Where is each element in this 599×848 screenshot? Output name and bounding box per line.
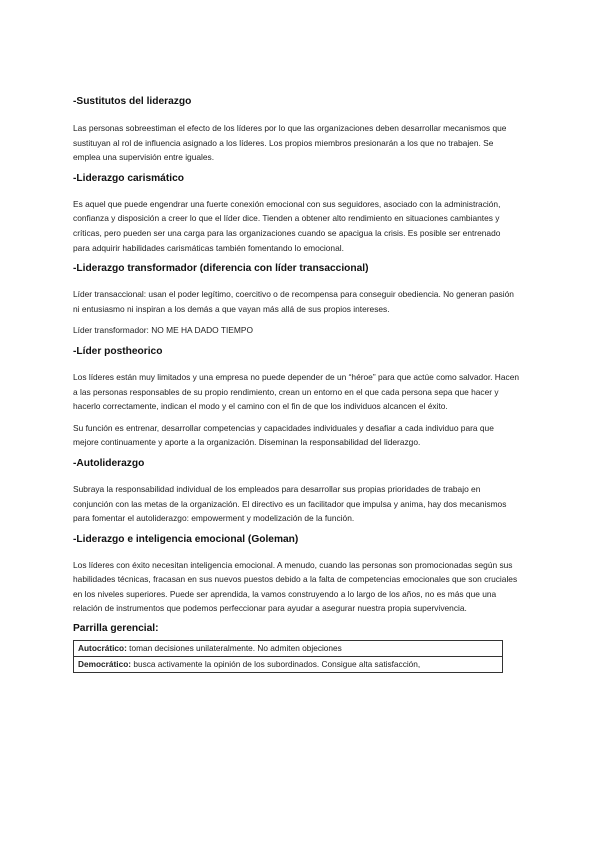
grid-text: toman decisiones unilateralmente. No admiten objeciones: [126, 643, 342, 654]
grid-heading: Parrilla gerencial:: [73, 623, 159, 635]
section-autoliderazgo: [73, 457, 519, 526]
table-row: [74, 641, 503, 657]
table-cell: [74, 641, 503, 657]
section-heading: -Líder postheorico: [73, 345, 163, 357]
paragraph: Los líderes con éxito necesitan inteligencia emocional. A menudo, cuando las personas son promocionadas según sus habilidades técnicas, fracasan en sus nuevos puestos debido a la falta de competencias emocionales que son cruciales en los niveles superiores. Puede ser aprendida, la vamos construyendo a lo largo de los años, no es más que una relación de instrumentos que podemos perfeccionar para ayudar a asegurar nuestra propia supervivencia.: [73, 559, 518, 614]
paragraph: Subraya la responsabilidad individual de los empleados para desarrollar sus propias prioridades de trabajo en conjunción con las metas de la organización. El directivo es un facilitador que impulsa y anima, hay dos mecanismos para fomentar el autoliderazgo: empowerment y modelización de la función.: [73, 483, 507, 524]
section-heading: -Autoliderazgo: [73, 457, 145, 469]
table-cell: [74, 657, 503, 673]
section-transformador: [73, 262, 519, 338]
section-postheorico: [73, 345, 519, 450]
section-heading: -Sustitutos del liderazgo: [73, 96, 192, 107]
grid-term: Autocrático:: [78, 643, 127, 654]
section-heading: -Liderazgo e inteligencia emocional (Goleman): [73, 533, 299, 545]
section-sustitutos: [73, 95, 519, 165]
grid-text: busca activamente la opinión de los subordinados. Consigue alta satisfacción,: [131, 659, 421, 670]
grid-table: [73, 640, 503, 673]
paragraph: Líder transformador: NO ME HA DADO TIEMPO: [73, 325, 253, 336]
section-inteligencia-emocional: [73, 533, 519, 616]
section-heading: -Liderazgo transformador (diferencia con líder transaccional): [73, 263, 369, 275]
section-heading: -Liderazgo carismático: [73, 172, 184, 184]
table-row: [74, 657, 503, 673]
document-body: [73, 95, 519, 673]
section-carismatico: [73, 172, 519, 255]
paragraph: Las personas sobreestiman el efecto de los líderes por lo que las organizaciones deben desarrollar mecanismos que sustituyan al rol de influencia asignado a los líderes. Los propios miembros presionarán a los que no trabajen. Se emplea una supervisión entre iguales.: [73, 123, 507, 163]
paragraph: Su función es entrenar, desarrollar competencias y capacidades individuales y desafiar a cada individuo para que mejore continuamente y aporte a la organización. Diseminan la responsabilidad del liderazgo.: [73, 422, 494, 448]
paragraph: Los líderes están muy limitados y una empresa no puede depender de un “héroe” para que actúe como salvador. Hacen a las personas responsables de su propio rendimiento, crean un entorno en el que cada persona sepa que hacer y hacerlo correctamente, indican el modo y el camino con el fin de que los individuos alcancen el éxito.: [73, 371, 520, 412]
paragraph: Líder transaccional: usan el poder legítimo, coercitivo o de recompensa para conseguir obediencia. No generan pasión ni entusiasmo ni inspiran a los demás a que vayan más allá de sus propios intereses.: [73, 289, 514, 314]
grid-term: Democrático:: [78, 659, 132, 670]
paragraph: Es aquel que puede engendrar una fuerte conexión emocional con sus seguidores, asociado con la administración, confianza y disposición a creer lo que el líder dice. Tienden a obtener alto rendimiento en situaciones cambiantes y críticas, pero pueden ser una carga para las organizaciones cuando se apacigua la crisis. Es posible ser entrenado para adquirir habilidades carismáticas también fomentando lo emocional.: [73, 198, 501, 253]
